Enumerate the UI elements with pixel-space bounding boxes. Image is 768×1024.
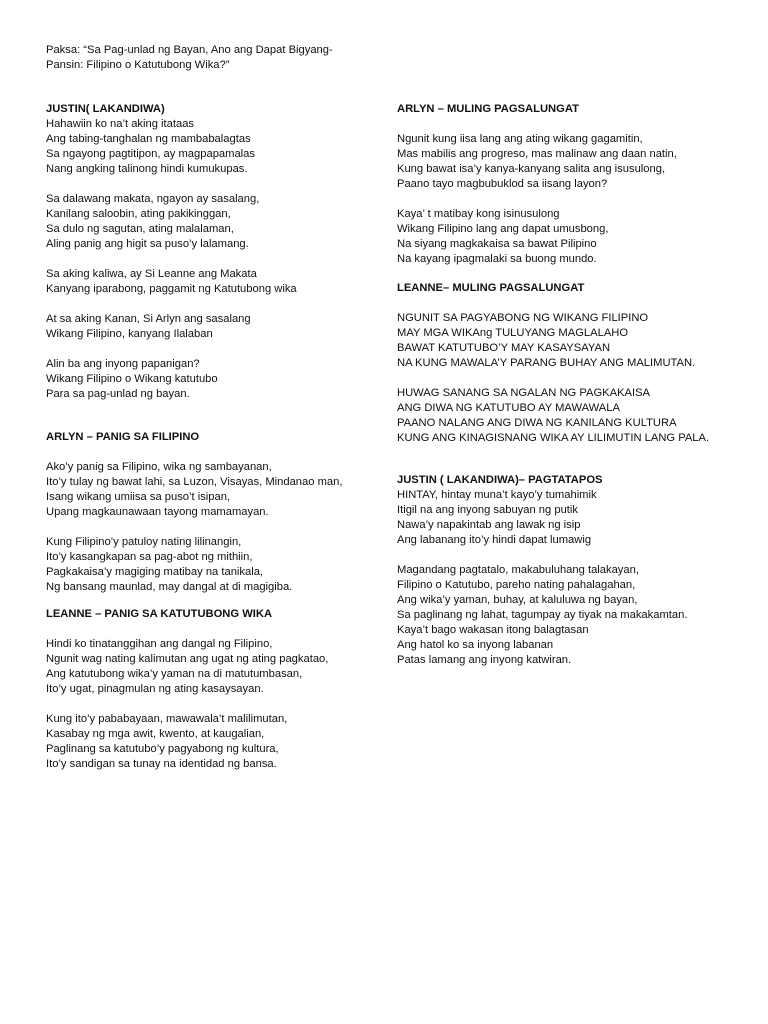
topic-line: Pansin: Filipino o Katutubong Wika?” [46,59,230,71]
verse-line: Mas mabilis ang progreso, mas malinaw ang daan natin, [397,148,677,160]
section-arlyn-salungat [397,102,757,267]
verse-line: Aling panig ang higit sa puso’y lalamang. [46,238,249,250]
verse-line: Kanilang saloobin, ating pakikinggan, [46,208,231,220]
verse-line: Wikang Filipino lang ang dapat umusbong, [397,223,609,235]
topic-line: Paksa: “Sa Pag-unlad ng Bayan, Ano ang Dapat Bigyang- [46,44,333,56]
verse-line: Filipino o Katutubo, pareho nating pahalagahan, [397,579,636,591]
verse-line: Ang tabing-tanghalan ng mambabalagtas [46,133,251,145]
verse-line: KUNG ANG KINAGISNANG WIKA AY LILIMUTIN LANG PALA. [397,432,710,444]
section-justin-pagtatapos [397,473,757,668]
topic-header [46,43,376,73]
verse-line: Na siyang magkakaisa sa bawat Pilipino [397,238,597,250]
verse-line: Ngunit kung iisa lang ang ating wikang gagamitin, [397,133,643,145]
section-heading: JUSTIN( LAKANDIWA) [46,103,165,115]
verse-line: Paano tayo magbubuklod sa iisang layon? [397,178,608,190]
stanza [46,712,376,772]
verse-line: Kung ito’y pababayaan, mawawala’t malilimutan, [46,713,288,725]
verse-line: NA KUNG MAWALA’Y PARANG BUHAY ANG MALIMUTAN. [397,357,696,369]
stanza [46,535,376,595]
section-heading: JUSTIN ( LAKANDIWA)– PAGTATAPOS [397,474,603,486]
verse-line: Ito’y tulay ng bawat lahi, sa Luzon, Visayas, Mindanao man, [46,476,343,488]
verse-line: Wikang Filipino, kanyang Ilalaban [46,328,213,340]
verse-line: HUWAG SANANG SA NGALAN NG PAGKAKAISA [397,387,651,399]
verse-line: MAY MGA WIKAng TULUYANG MAGLALAHO [397,327,629,339]
verse-line: Upang magkaunawaan tayong mamamayan. [46,506,269,518]
verse-line: Ngunit wag nating kalimutan ang ugat ng ating pagkatao, [46,653,329,665]
verse-line: PAANO NALANG ANG DIWA NG KANILANG KULTURA [397,417,677,429]
verse-line: Ng bansang maunlad, may dangal at di magigiba. [46,581,293,593]
verse-line: BAWAT KATUTUBO’Y MAY KASAYSAYAN [397,342,611,354]
verse-line: Ako’y panig sa Filipino, wika ng sambayanan, [46,461,272,473]
verse-line: Ang hatol ko sa inyong labanan [397,639,554,651]
verse-line: Kaya’ t matibay kong isinusulong [397,208,560,220]
verse-line: Isang wikang umiisa sa puso’t isipan, [46,491,231,503]
verse-line: Sa aking kaliwa, ay Si Leanne ang Makata [46,268,257,280]
verse-line: Ang wika’y yaman, buhay, at kaluluwa ng bayan, [397,594,638,606]
section-heading: LEANNE– MULING PAGSALUNGAT [397,282,585,294]
verse-line: Kung bawat isa’y kanya-kanyang salita ang isusulong, [397,163,666,175]
verse-line: Kasabay ng mga awit, kwento, at kaugalian, [46,728,265,740]
stanza [46,192,376,252]
verse-line: Magandang pagtatalo, makabuluhang talakayan, [397,564,639,576]
section-heading: ARLYN – PANIG SA FILIPINO [46,431,200,443]
verse-line: Ito’y sandigan sa tunay na identidad ng bansa. [46,758,277,770]
stanza [397,563,757,668]
stanza [46,312,376,342]
verse-line: Nawa’y napakintab ang lawak ng isip [397,519,581,531]
verse-line: Alin ba ang inyong papanigan? [46,358,200,370]
verse-line: Hindi ko tinatanggihan ang dangal ng Filipino, [46,638,273,650]
verse-line: Ang labanang ito’y hindi dapat lumawig [397,534,592,546]
verse-line: Sa ngayong pagtitipon, ay magpapamalas [46,148,255,160]
verse-line: Sa dalawang makata, ngayon ay sasalang, [46,193,260,205]
verse-line: Kung Filipino’y patuloy nating lilinangin, [46,536,242,548]
verse-line: Pagkakaisa’y magiging matibay na tanikala, [46,566,264,578]
verse-line: Paglinang sa katutubo’y pagyabong ng kultura, [46,743,279,755]
section-leanne-salungat [397,281,757,446]
stanza [46,460,376,520]
verse-line: Patas lamang ang inyong katwiran. [397,654,572,666]
verse-line: NGUNIT SA PAGYABONG NG WIKANG FILIPINO [397,312,649,324]
section-heading: LEANNE – PANIG SA KATUTUBONG WIKA [46,608,273,620]
section-arlyn-panig [46,430,376,595]
verse-line: Itigil na ang inyong sabuyan ng putik [397,504,578,516]
stanza [397,488,757,548]
verse-line: Ito’y ugat, pinagmulan ng ating kasaysayan. [46,683,264,695]
stanza [46,117,376,177]
verse-line: Wikang Filipino o Wikang katutubo [46,373,218,385]
verse-line: Sa dulo ng sagutan, ating malalaman, [46,223,234,235]
section-justin-lakandiwa [46,102,376,402]
verse-line: Ang katutubong wika’y yaman na di matutumbasan, [46,668,303,680]
verse-line: Nang angking talinong hindi kumukupas. [46,163,248,175]
stanza [46,637,376,697]
verse-line: Sa paglinang ng lahat, tagumpay ay tiyak na makakamtan. [397,609,688,621]
verse-line: Kaya’t bago wakasan itong balagtasan [397,624,589,636]
section-leanne-panig [46,607,376,772]
verse-line: At sa aking Kanan, Si Arlyn ang sasalang [46,313,251,325]
verse-line: ANG DIWA NG KATUTUBO AY MAWAWALA [397,402,620,414]
stanza [397,311,757,371]
verse-line: Kanyang iparabong, paggamit ng Katutubong wika [46,283,297,295]
stanza [397,207,757,267]
verse-line: Ito’y kasangkapan sa pag-abot ng mithiin, [46,551,253,563]
stanza [46,357,376,402]
stanza [397,132,757,192]
section-heading: ARLYN – MULING PAGSALUNGAT [397,103,579,115]
stanza [397,386,757,446]
verse-line: HINTAY, hintay muna’t kayo’y tumahimik [397,489,597,501]
verse-line: Na kayang ipagmalaki sa buong mundo. [397,253,597,265]
verse-line: Hahawiin ko na’t aking itataas [46,118,195,130]
verse-line: Para sa pag-unlad ng bayan. [46,388,190,400]
stanza [46,267,376,297]
